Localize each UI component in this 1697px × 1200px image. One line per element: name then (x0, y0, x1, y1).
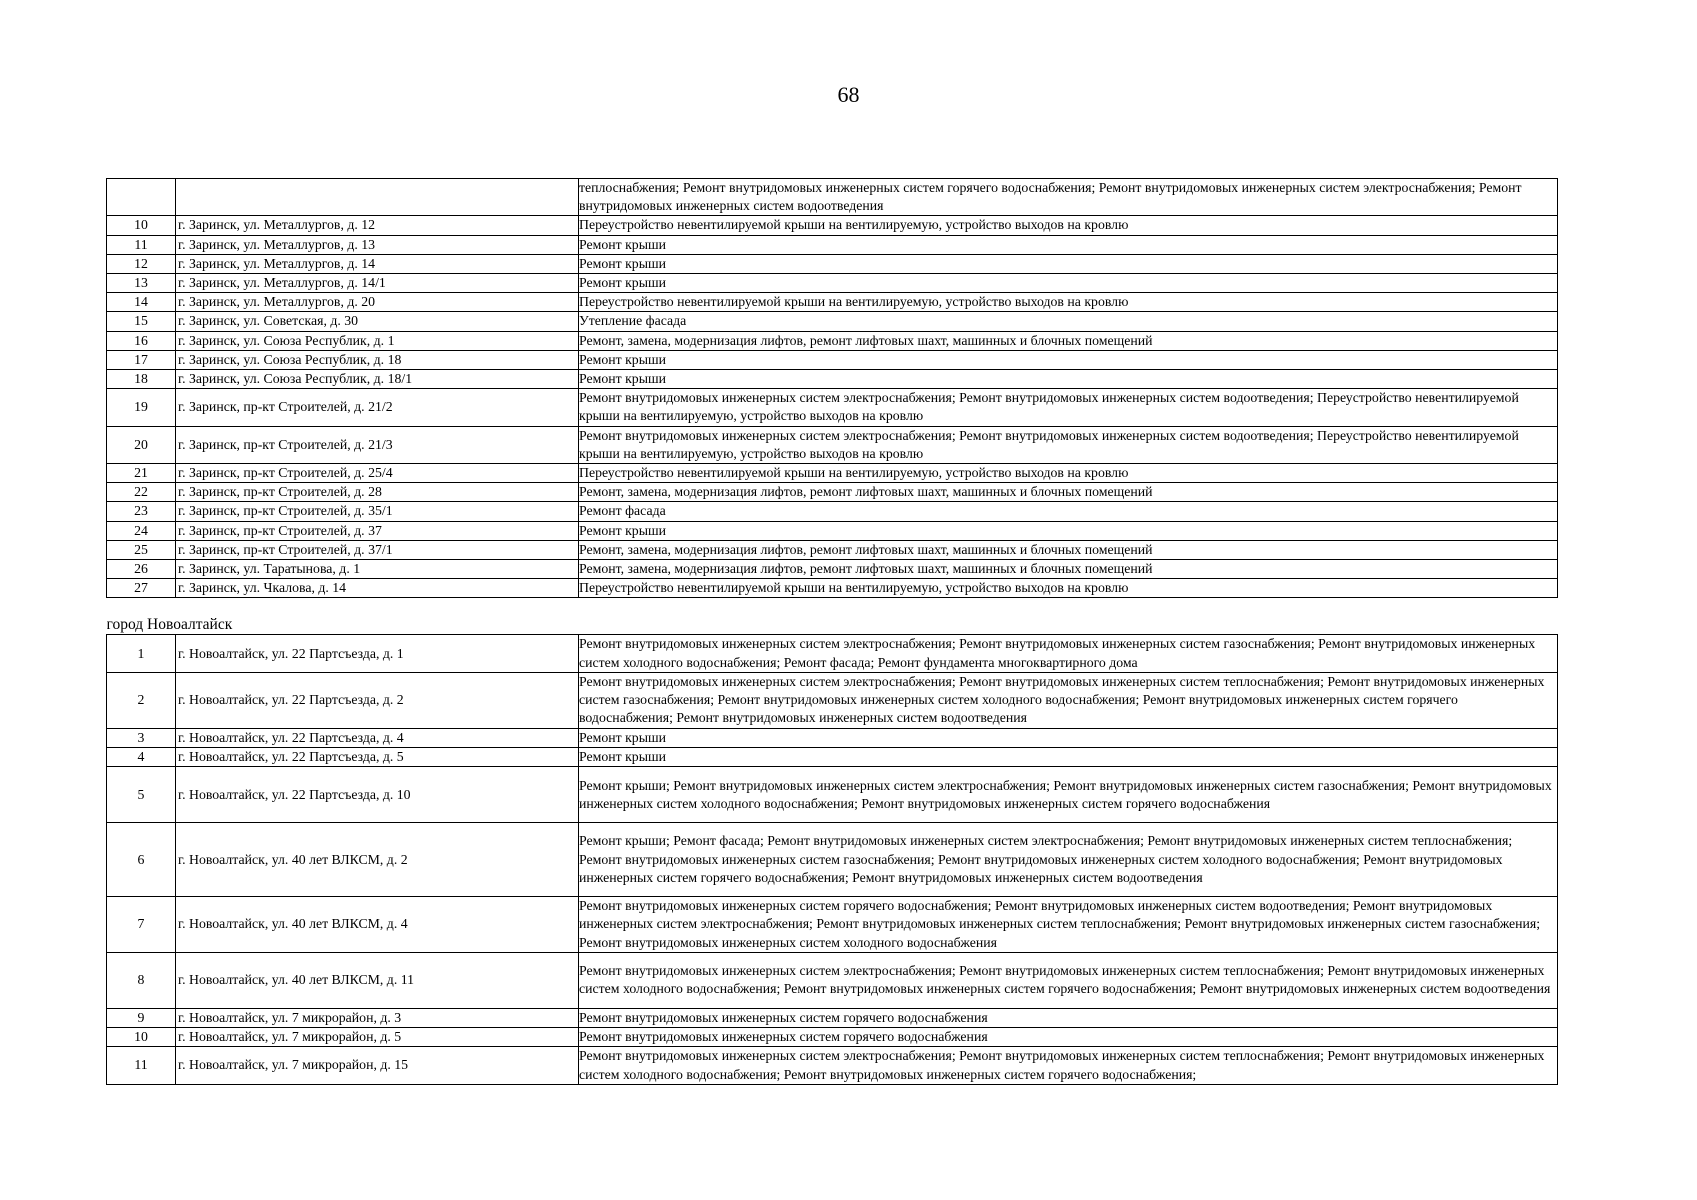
table-row (107, 216, 1558, 235)
address-cell: г. Заринск, ул. Металлургов, д. 13 (176, 235, 579, 254)
table-row (107, 767, 1558, 823)
row-number-cell: 17 (107, 350, 176, 369)
table-row (107, 540, 1558, 559)
row-number-cell: 1 (107, 635, 176, 672)
address-cell: г. Заринск, ул. Советская, д. 30 (176, 312, 579, 331)
work-cell: Ремонт крыши (579, 254, 1558, 273)
work-cell: теплоснабжения; Ремонт внутридомовых инженерных систем горячего водоснабжения; Ремонт внутридомовых инженерных систем электроснабжения; Ремонт внутридомовых инженерных систем водоотведения (579, 179, 1558, 216)
work-cell: Ремонт крыши (579, 748, 1558, 767)
work-cell: Ремонт крыши (579, 274, 1558, 293)
row-number-cell: 5 (107, 767, 176, 823)
address-cell: г. Заринск, ул. Союза Республик, д. 18/1 (176, 370, 579, 389)
address-cell: г. Новоалтайск, ул. 40 лет ВЛКСМ, д. 2 (176, 823, 579, 897)
address-cell: г. Заринск, ул. Металлургов, д. 12 (176, 216, 579, 235)
row-number-cell: 16 (107, 331, 176, 350)
row-number-cell: 27 (107, 579, 176, 598)
table-row (107, 897, 1558, 953)
table-row (107, 502, 1558, 521)
work-cell: Ремонт крыши (579, 235, 1558, 254)
row-number-cell: 7 (107, 897, 176, 953)
table-row (107, 426, 1558, 463)
address-cell: г. Заринск, пр-кт Строителей, д. 35/1 (176, 502, 579, 521)
work-cell: Переустройство невентилируемой крыши на вентилируемую, устройство выходов на кровлю (579, 464, 1558, 483)
address-cell: г. Новоалтайск, ул. 22 Партсъезда, д. 10 (176, 767, 579, 823)
row-number-cell: 13 (107, 274, 176, 293)
work-cell: Ремонт внутридомовых инженерных систем электроснабжения; Ремонт внутридомовых инженерных систем теплоснабжения; Ремонт внутридомовых инженерных систем газоснабжения; Ремонт внутридомовых инженерных систем холодного водоснабжения; Ремонт внутридомовых инженерных систем горячего водоснабжения; Ремонт внутридомовых инженерных систем водоотведения (579, 672, 1558, 728)
table-row (107, 952, 1558, 1008)
section-title: город Новоалтайск (107, 598, 1558, 635)
work-cell: Переустройство невентилируемой крыши на вентилируемую, устройство выходов на кровлю (579, 579, 1558, 598)
table-row (107, 635, 1558, 672)
address-cell: г. Новоалтайск, ул. 40 лет ВЛКСМ, д. 11 (176, 952, 579, 1008)
work-cell: Переустройство невентилируемой крыши на вентилируемую, устройство выходов на кровлю (579, 216, 1558, 235)
work-cell: Ремонт внутридомовых инженерных систем электроснабжения; Ремонт внутридомовых инженерных систем водоотведения; Переустройство невентилируемой крыши на вентилируемую, устройство выходов на кровлю (579, 389, 1558, 426)
row-number-cell (107, 179, 176, 216)
row-number-cell: 10 (107, 216, 176, 235)
work-cell: Ремонт внутридомовых инженерных систем горячего водоснабжения; Ремонт внутридомовых инженерных систем водоотведения; Ремонт внутридомовых инженерных систем электроснабжения; Ремонт внутридомовых инженерных систем теплоснабжения; Ремонт внутридомовых инженерных систем газоснабжения; Ремонт внутридомовых инженерных систем холодного водоснабжения (579, 897, 1558, 953)
work-cell: Ремонт крыши; Ремонт внутридомовых инженерных систем электроснабжения; Ремонт внутридомовых инженерных систем газоснабжения; Ремонт внутридомовых инженерных систем холодного водоснабжения; Ремонт внутридомовых инженерных систем горячего водоснабжения (579, 767, 1558, 823)
table-row (107, 521, 1558, 540)
row-number-cell: 3 (107, 728, 176, 747)
address-cell: г. Заринск, пр-кт Строителей, д. 25/4 (176, 464, 579, 483)
address-cell: г. Заринск, ул. Союза Республик, д. 1 (176, 331, 579, 350)
row-number-cell: 14 (107, 293, 176, 312)
address-cell: г. Новоалтайск, ул. 7 микрорайон, д. 5 (176, 1028, 579, 1047)
row-number-cell: 12 (107, 254, 176, 273)
work-cell: Переустройство невентилируемой крыши на вентилируемую, устройство выходов на кровлю (579, 293, 1558, 312)
table-row (107, 560, 1558, 579)
table-row (107, 823, 1558, 897)
table-row (107, 389, 1558, 426)
address-cell: г. Заринск, ул. Союза Республик, д. 18 (176, 350, 579, 369)
address-cell: г. Новоалтайск, ул. 40 лет ВЛКСМ, д. 4 (176, 897, 579, 953)
table-row (107, 464, 1558, 483)
table-row (107, 483, 1558, 502)
work-cell: Ремонт, замена, модернизация лифтов, ремонт лифтовых шахт, машинных и блочных помещений (579, 483, 1558, 502)
work-cell: Ремонт, замена, модернизация лифтов, ремонт лифтовых шахт, машинных и блочных помещений (579, 331, 1558, 350)
work-cell: Ремонт фасада (579, 502, 1558, 521)
address-cell: г. Заринск, пр-кт Строителей, д. 37/1 (176, 540, 579, 559)
table-row (107, 312, 1558, 331)
section-row (107, 598, 1558, 635)
address-cell: г. Новоалтайск, ул. 22 Партсъезда, д. 4 (176, 728, 579, 747)
work-cell: Ремонт крыши (579, 350, 1558, 369)
work-cell: Ремонт внутридомовых инженерных систем электроснабжения; Ремонт внутридомовых инженерных систем теплоснабжения; Ремонт внутридомовых инженерных систем холодного водоснабжения; Ремонт внутридомовых инженерных систем горячего водоснабжения; Ремонт внутридомовых инженерных систем водоотведения (579, 952, 1558, 1008)
row-number-cell: 23 (107, 502, 176, 521)
row-number-cell: 10 (107, 1028, 176, 1047)
row-number-cell: 25 (107, 540, 176, 559)
address-cell: г. Заринск, ул. Металлургов, д. 20 (176, 293, 579, 312)
table-row (107, 293, 1558, 312)
table-row (107, 235, 1558, 254)
table-row (107, 350, 1558, 369)
address-cell: г. Новоалтайск, ул. 22 Партсъезда, д. 1 (176, 635, 579, 672)
table-row (107, 1008, 1558, 1027)
row-number-cell: 19 (107, 389, 176, 426)
table-row (107, 728, 1558, 747)
row-number-cell: 9 (107, 1008, 176, 1027)
row-number-cell: 21 (107, 464, 176, 483)
repair-table (106, 178, 1558, 1085)
work-cell: Ремонт, замена, модернизация лифтов, ремонт лифтовых шахт, машинных и блочных помещений (579, 540, 1558, 559)
work-cell: Ремонт крыши; Ремонт фасада; Ремонт внутридомовых инженерных систем электроснабжения; Ремонт внутридомовых инженерных систем теплоснабжения; Ремонт внутридомовых инженерных систем газоснабжения; Ремонт внутридомовых инженерных систем холодного водоснабжения; Ремонт внутридомовых инженерных систем горячего водоснабжения; Ремонт внутридомовых инженерных систем водоотведения (579, 823, 1558, 897)
address-cell: г. Заринск, ул. Металлургов, д. 14/1 (176, 274, 579, 293)
table-row (107, 1047, 1558, 1084)
address-cell: г. Заринск, пр-кт Строителей, д. 21/2 (176, 389, 579, 426)
repair-table-body (107, 179, 1558, 1085)
work-cell: Ремонт, замена, модернизация лифтов, ремонт лифтовых шахт, машинных и блочных помещений (579, 560, 1558, 579)
row-number-cell: 8 (107, 952, 176, 1008)
table-row (107, 370, 1558, 389)
address-cell: г. Новоалтайск, ул. 22 Партсъезда, д. 5 (176, 748, 579, 767)
table-row (107, 274, 1558, 293)
table-row (107, 579, 1558, 598)
row-number-cell: 20 (107, 426, 176, 463)
table-row (107, 179, 1558, 216)
table-row (107, 254, 1558, 273)
row-number-cell: 6 (107, 823, 176, 897)
row-number-cell: 18 (107, 370, 176, 389)
row-number-cell: 15 (107, 312, 176, 331)
address-cell (176, 179, 579, 216)
work-cell: Ремонт внутридомовых инженерных систем электроснабжения; Ремонт внутридомовых инженерных систем теплоснабжения; Ремонт внутридомовых инженерных систем холодного водоснабжения; Ремонт внутридомовых инженерных систем горячего водоснабжения; (579, 1047, 1558, 1084)
work-cell: Ремонт крыши (579, 728, 1558, 747)
work-cell: Ремонт внутридомовых инженерных систем электроснабжения; Ремонт внутридомовых инженерных систем газоснабжения; Ремонт внутридомовых инженерных систем холодного водоснабжения; Ремонт фасада; Ремонт фундамента многоквартирного дома (579, 635, 1558, 672)
address-cell: г. Новоалтайск, ул. 7 микрорайон, д. 15 (176, 1047, 579, 1084)
table-row (107, 1028, 1558, 1047)
address-cell: г. Заринск, ул. Чкалова, д. 14 (176, 579, 579, 598)
row-number-cell: 2 (107, 672, 176, 728)
table-row (107, 748, 1558, 767)
work-cell: Ремонт внутридомовых инженерных систем электроснабжения; Ремонт внутридомовых инженерных систем водоотведения; Переустройство невентилируемой крыши на вентилируемую, устройство выходов на кровлю (579, 426, 1558, 463)
row-number-cell: 22 (107, 483, 176, 502)
row-number-cell: 24 (107, 521, 176, 540)
page-number: 68 (837, 82, 860, 107)
row-number-cell: 26 (107, 560, 176, 579)
table-row (107, 331, 1558, 350)
work-cell: Ремонт крыши (579, 521, 1558, 540)
address-cell: г. Заринск, пр-кт Строителей, д. 28 (176, 483, 579, 502)
row-number-cell: 11 (107, 1047, 176, 1084)
address-cell: г. Заринск, пр-кт Строителей, д. 37 (176, 521, 579, 540)
address-cell: г. Новоалтайск, ул. 7 микрорайон, д. 3 (176, 1008, 579, 1027)
address-cell: г. Заринск, ул. Таратынова, д. 1 (176, 560, 579, 579)
row-number-cell: 11 (107, 235, 176, 254)
work-cell: Ремонт крыши (579, 370, 1558, 389)
work-cell: Утепление фасада (579, 312, 1558, 331)
address-cell: г. Новоалтайск, ул. 22 Партсъезда, д. 2 (176, 672, 579, 728)
table-row (107, 672, 1558, 728)
repair-table-container (106, 178, 1557, 1085)
row-number-cell: 4 (107, 748, 176, 767)
work-cell: Ремонт внутридомовых инженерных систем горячего водоснабжения (579, 1008, 1558, 1027)
address-cell: г. Заринск, ул. Металлургов, д. 14 (176, 254, 579, 273)
address-cell: г. Заринск, пр-кт Строителей, д. 21/3 (176, 426, 579, 463)
work-cell: Ремонт внутридомовых инженерных систем горячего водоснабжения (579, 1028, 1558, 1047)
